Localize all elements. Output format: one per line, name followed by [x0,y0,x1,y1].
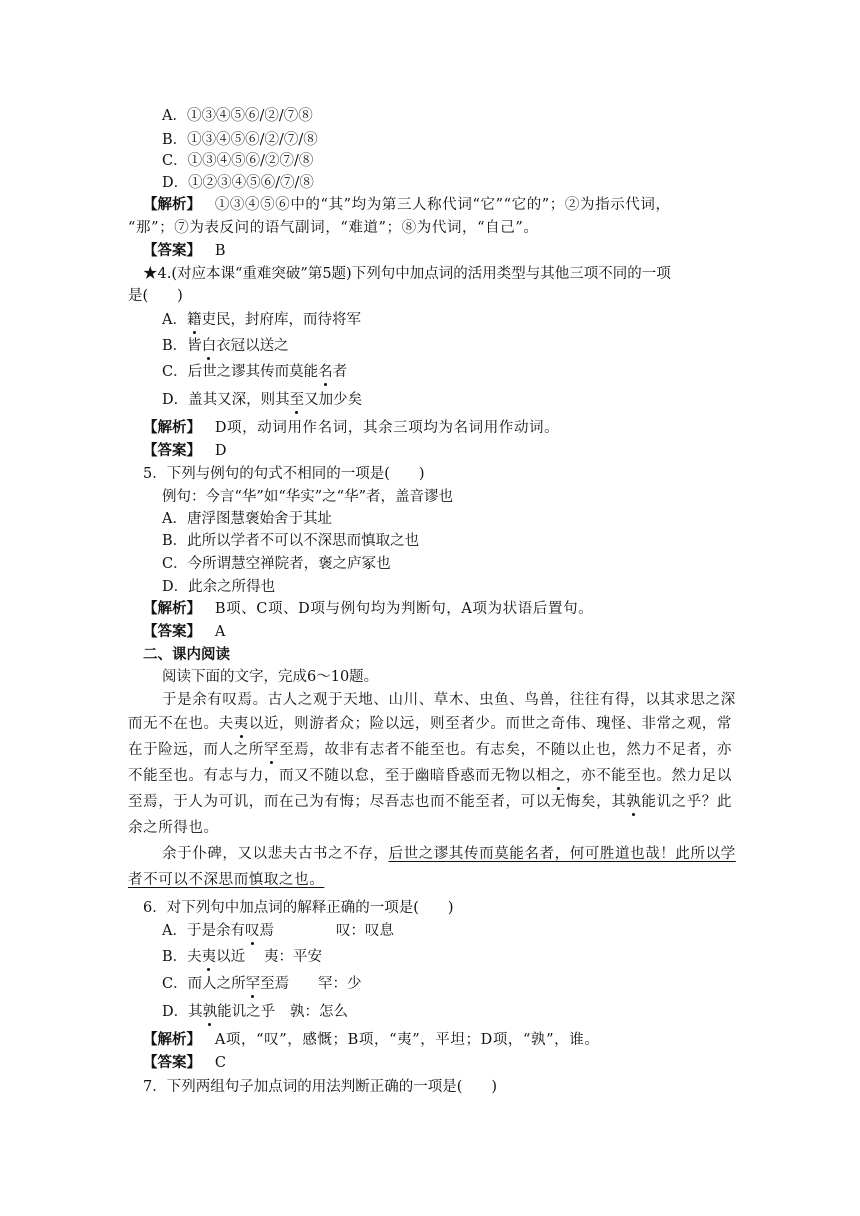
passage-text: ，亦不能至也。然力足以 [565,768,733,784]
explanation-text: ①③④⑤⑥中的“其”均为第三人称代词“它”“它的”；②为指示代词， [214,197,671,213]
option-text: A．于是余有 [162,923,245,939]
q6-option-b [162,947,245,967]
option-text: 以近 [216,949,246,965]
passage-text: 至焉，故非有志者不能至也。有志矣，不随以止也，然力不足者，亦 [279,742,733,758]
dotted-word: 白 [201,338,217,354]
q5-explanation [143,599,593,619]
q6-option-c-gloss: 罕：少 [318,976,362,992]
q3-option-c: C．①③④⑤⑥/②⑦/⑧ [162,153,314,169]
explanation-label: 【解析】 [143,419,201,436]
q6-explanation [143,1030,599,1050]
q4-stem-line2: 是( ) [128,288,183,304]
q5-option-d: D．此余之所得也 [162,579,276,595]
explanation-label: 【解析】 [143,196,201,213]
q5-answer [143,622,225,642]
passage-line [128,740,732,760]
passage-text: 能讥之乎？此 [641,794,733,810]
q4-explanation [143,418,559,438]
answer-label: 【答案】 [143,623,201,640]
dotted-word: 之 [550,768,566,784]
option-text: C．后世之谬其传而莫能 [162,364,319,380]
explanation-label: 【解析】 [143,600,201,617]
q4-option-a [162,310,361,330]
q4-option-d [162,390,362,410]
section-title: 二、课内阅读 [143,646,230,663]
q6-option-d [162,1002,275,1022]
q7-stem: 7．下列两组句子加点词的用法判断正确的一项是( ) [143,1079,498,1095]
q4-option-c [162,362,347,382]
explanation-text: B项、C项、D项与例句均为判断句，A项为状语后置句。 [214,601,594,617]
option-text: 衣冠 [216,338,246,354]
dotted-word: 罕 [263,742,280,758]
answer-label: 【答案】 [143,242,201,259]
dotted-word: 孰 [626,794,642,810]
passage-text: 不能至也。有志与力，而又不随以怠，至于幽暗昏惑而无物以相 [128,768,551,784]
dotted-word: 孰 [202,1004,218,1020]
q3-option-d: D．①②③④⑤⑥/⑦/⑧ [162,175,314,191]
passage-line [128,714,732,734]
q5-stem: 5．下列与例句的句式不相同的一项是( ) [143,466,425,482]
q6-option-a [162,921,274,941]
passage-line [162,844,736,864]
q3-option-b: B．①③④⑤⑥/②/⑦/⑧ [162,132,318,148]
option-text: B．夫 [162,949,202,965]
passage-line [128,766,732,786]
section-instruction: 阅读下面的文字，完成6～10题。 [162,669,379,685]
passage-line: 余之所得也。 [128,820,219,836]
answer-label: 【答案】 [143,442,201,459]
q6-option-d-gloss: 孰：怎么 [290,1004,348,1020]
option-text: 焉 [259,923,274,939]
answer-value: A [214,624,226,640]
dotted-word: 夷 [201,949,217,965]
passage-line: 于是余有叹焉。古人之观于天地、山川、草木、虫鱼、鸟兽，往往有得，以其求思之深 [162,692,736,708]
option-text: 者 [332,364,348,380]
dotted-word: 夷 [233,716,249,732]
passage-text: 以近，则游者众；险以远，则至者少。而世之奇伟、瑰怪、非常之观，常 [248,716,733,732]
q6-stem: 6．对下列句中加点词的解释正确的一项是( ) [143,900,454,916]
answer-value: C [214,1055,226,1071]
passage-text: 至焉，于人为可讥，而在己为有悔；尽吾志也而不能至者，可以无悔矣，其 [128,794,627,810]
passage-text: 余于仆碑，又以悲夫古书之不存， [162,846,389,862]
dotted-word: 叹 [244,923,260,939]
passage-line [128,870,324,890]
option-text: 吏民，封府库，而待将军 [201,312,361,328]
q6-option-a-gloss: 叹：叹息 [336,923,394,939]
q5-option-a: A．唐浮图慧褒始舍于其址 [162,511,332,527]
q6-option-b-gloss: 夷：平安 [264,949,322,965]
dotted-word: 名 [318,364,333,380]
option-text: C．而人之所 [162,976,246,992]
dotted-word: 至 [289,392,305,408]
explanation-text: D项，动词用作名词，其余三项均为名词用作动词。 [214,420,560,436]
q6-option-c [162,974,289,994]
option-text: 以送之 [245,338,289,354]
q4-option-b [162,336,289,356]
dotted-word: 罕 [245,976,261,992]
dotted-word: 籍 [186,312,202,328]
q6-answer [143,1053,226,1073]
answer-value: D [214,443,227,459]
explanation-label: 【解析】 [143,1031,201,1048]
underlined-text: 者不可以不深思而慎取之也。 [128,872,325,888]
q3-explanation-line1 [143,195,671,215]
q3-answer [143,241,225,261]
q5-option-c: C．今所谓慧空禅院者，褒之庐冢也 [162,556,391,572]
option-text: D．其 [162,1004,203,1020]
q5-option-b: B．此所以学者不可以不深思而慎取之也 [162,533,420,549]
answer-value: B [214,243,226,259]
option-text: D．盖其又深，则其 [162,392,290,408]
passage-text: 在于险远，而人之所 [128,742,264,758]
option-text: A． [162,312,187,328]
explanation-text: A项，“叹”，感慨；B项，“夷”，平坦；D项，“孰”，谁。 [214,1032,600,1048]
q4-stem-line1: ★4.(对应本课“重难突破”第5题)下列句中加点词的活用类型与其他三项不同的一项 [143,266,671,282]
q4-answer [143,441,226,461]
passage-line [128,792,732,812]
option-text: 又加少矣 [304,392,363,408]
answer-label: 【答案】 [143,1054,201,1071]
option-text: 能讥之乎 [217,1004,276,1020]
q3-explanation-line2: “那”；⑦为表反问的语气副词，“难道”；⑧为代词，“自己”。 [128,220,539,236]
underlined-text: 后世之谬其传而莫能名者，何可胜道也哉！此所以学 [388,846,736,862]
passage-text: 而无不在也。夫 [128,716,234,732]
q5-example: 例句：今言“华”如“华实”之“华”者，盖音谬也 [162,489,453,505]
option-text: 至焉 [260,976,290,992]
option-text: B．皆 [162,338,202,354]
q3-option-a: A．①③④⑤⑥/②/⑦⑧ [162,108,313,124]
